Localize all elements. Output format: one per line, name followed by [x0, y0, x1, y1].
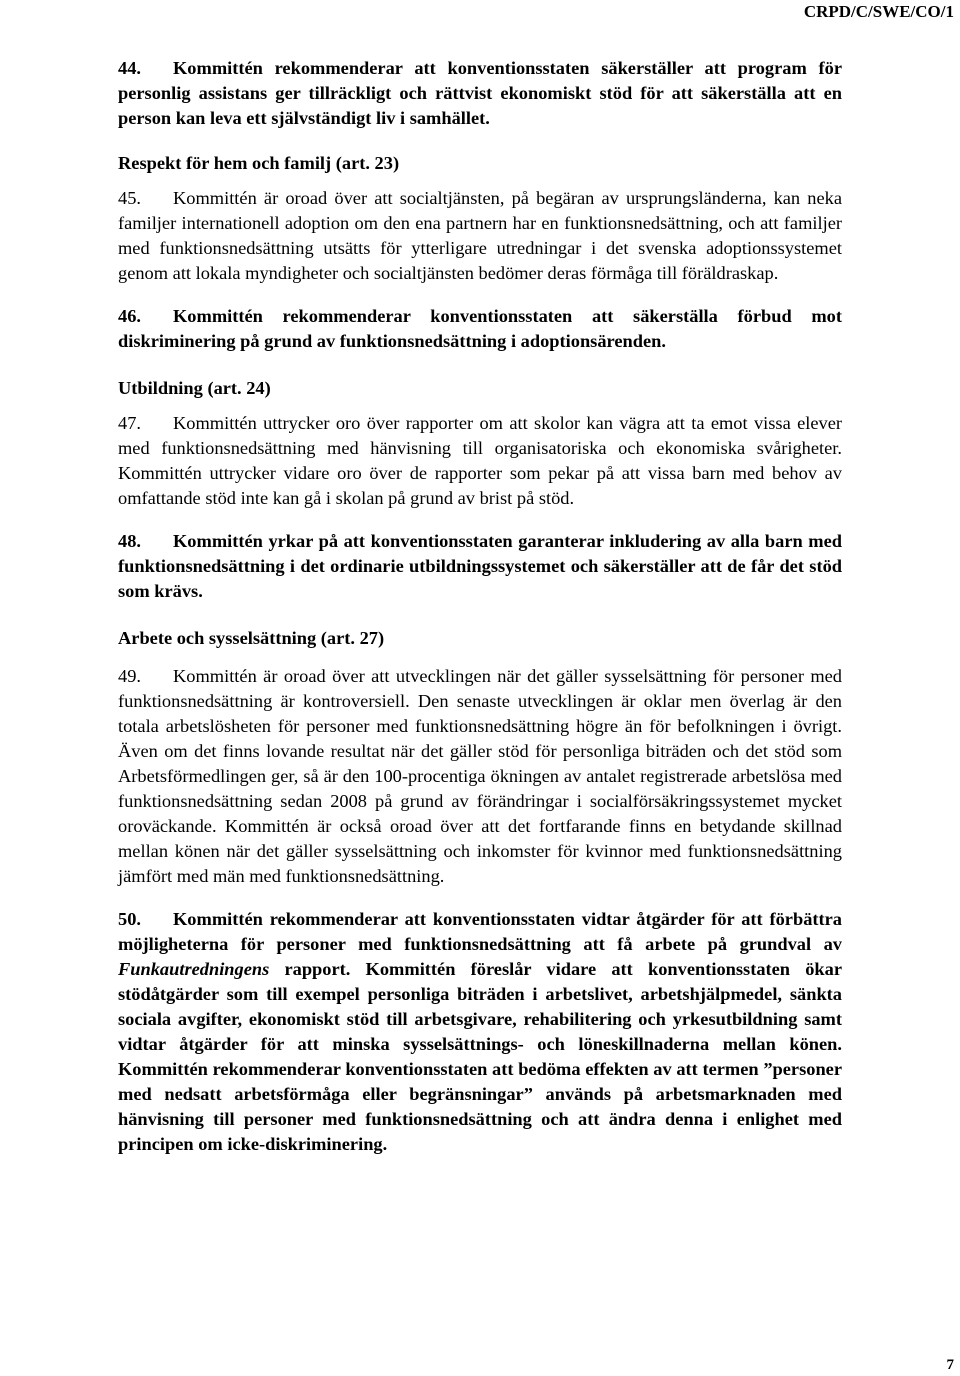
paragraph-number: 45. [118, 188, 141, 208]
section-heading-art-23: Respekt för hem och familj (art. 23) [118, 153, 400, 173]
paragraph-text: Kommittén uttrycker oro över rapporter om att skolor kan vägra att ta emot vissa elever med funktionsnedsättning med hänvisning till organisatoriska och ekonomiska svårigheter. Kommittén uttrycker vidare oro över de rapporter som pekar på att vissa barn med behov av omfattande stöd inte kan gå i skolan på grund av brist på stöd. [118, 413, 842, 508]
paragraph-number: 46. [118, 306, 141, 326]
paragraph-number: 44. [118, 58, 141, 78]
paragraph-number: 48. [118, 531, 141, 551]
paragraph-49 [118, 664, 842, 889]
page-number: 7 [946, 1357, 954, 1373]
paragraph-text: Kommittén är oroad över att socialtjänsten, på begäran av ursprungsländerna, kan neka familjer internationell adoption om den ena partnern har en funktionsnedsättning, och att familjer med funktionsnedsättning utsätts för ytterligare utredningar i det svenska adoptionssystemet genom att lokala myndigheter och socialtjänsten bedömer deras förmåga till föräldraskap. [118, 188, 842, 283]
paragraph-text: Kommittén rekommenderar konventionsstaten att säkerställa förbud mot diskriminering på grund av funktionsnedsättning i adoptionsärenden. [118, 306, 842, 351]
paragraph-number: 49. [118, 666, 141, 686]
paragraph-48 [118, 529, 842, 604]
paragraph-47 [118, 411, 842, 511]
document-body [118, 56, 842, 1157]
paragraph-text: Kommittén rekommenderar att konventionsstaten säkerställer att program för personlig assistans ger tillräckligt och rättvist ekonomiskt stöd för att säkerställa att en person kan leva ett självständigt liv i samhället. [118, 58, 842, 128]
document-symbol: CRPD/C/SWE/CO/1 [803, 2, 954, 21]
paragraph-45 [118, 186, 842, 286]
paragraph-text: Kommittén är oroad över att utvecklingen när det gäller sysselsättning för personer med funktionsnedsättning är kontroversiell. Den senaste utvecklingen är oklar men överlag är den totala arbetslösheten för personer med funktionsnedsättning högre än för befolkningen i övrigt. Även om det finns lovande resultat när det gäller stöd för personliga biträden och det stöd som Arbetsförmedlingen ger, så är den 100-procentiga ökningen av antalet registrerade arbetslösa med funktionsnedsättning sedan 2008 på grund av förändringar i socialförsäkringssystemet mycket oroväckande. Kommittén är också oroad över att det fortfarande finns en betydande skillnad mellan könen när det gäller sysselsättning och inkomster för kvinnor med funktionsnedsättning jämfört med män med funktionsnedsättning. [118, 666, 842, 886]
paragraph-50 [118, 907, 842, 1157]
paragraph-text-end: rapport. Kommittén föreslår vidare att konventionsstaten ökar stödåtgärder som till exempel personliga biträden i arbetslivet, arbetshjälpmedel, sänkta sociala avgifter, ekonomiskt stöd till arbetsgivare, rehabilitering och yrkesutbildning samt vidtar åtgärder för att minska sysselsättnings- och löneskillnaderna mellan könen. Kommittén rekommenderar konventionsstaten att bedöma effekten av att termen ”personer med nedsatt arbetsförmåga eller begränsningar” används på arbetsmarknaden med hänvisning till personer med funktionsnedsättning och att ändra denna i enlighet med principen om icke-diskriminering. [118, 959, 842, 1154]
paragraph-number: 47. [118, 413, 141, 433]
paragraph-number: 50. [118, 909, 141, 929]
paragraph-text-start: Kommittén rekommenderar att konventionsstaten vidtar åtgärder för att förbättra möjligheterna för personer med funktionsnedsättning att få arbete på grundval av [118, 909, 842, 954]
report-title-italic: Funkautredningens [118, 959, 270, 979]
section-heading-art-24: Utbildning (art. 24) [118, 378, 271, 398]
paragraph-44 [118, 56, 842, 131]
paragraph-text: Kommittén yrkar på att konventionsstaten garanterar inkludering av alla barn med funktionsnedsättning i det ordinarie utbildningssystemet och säkerställer att de får det stöd som krävs. [118, 531, 842, 601]
section-heading-art-27: Arbete och sysselsättning (art. 27) [118, 628, 385, 648]
paragraph-46 [118, 304, 842, 354]
